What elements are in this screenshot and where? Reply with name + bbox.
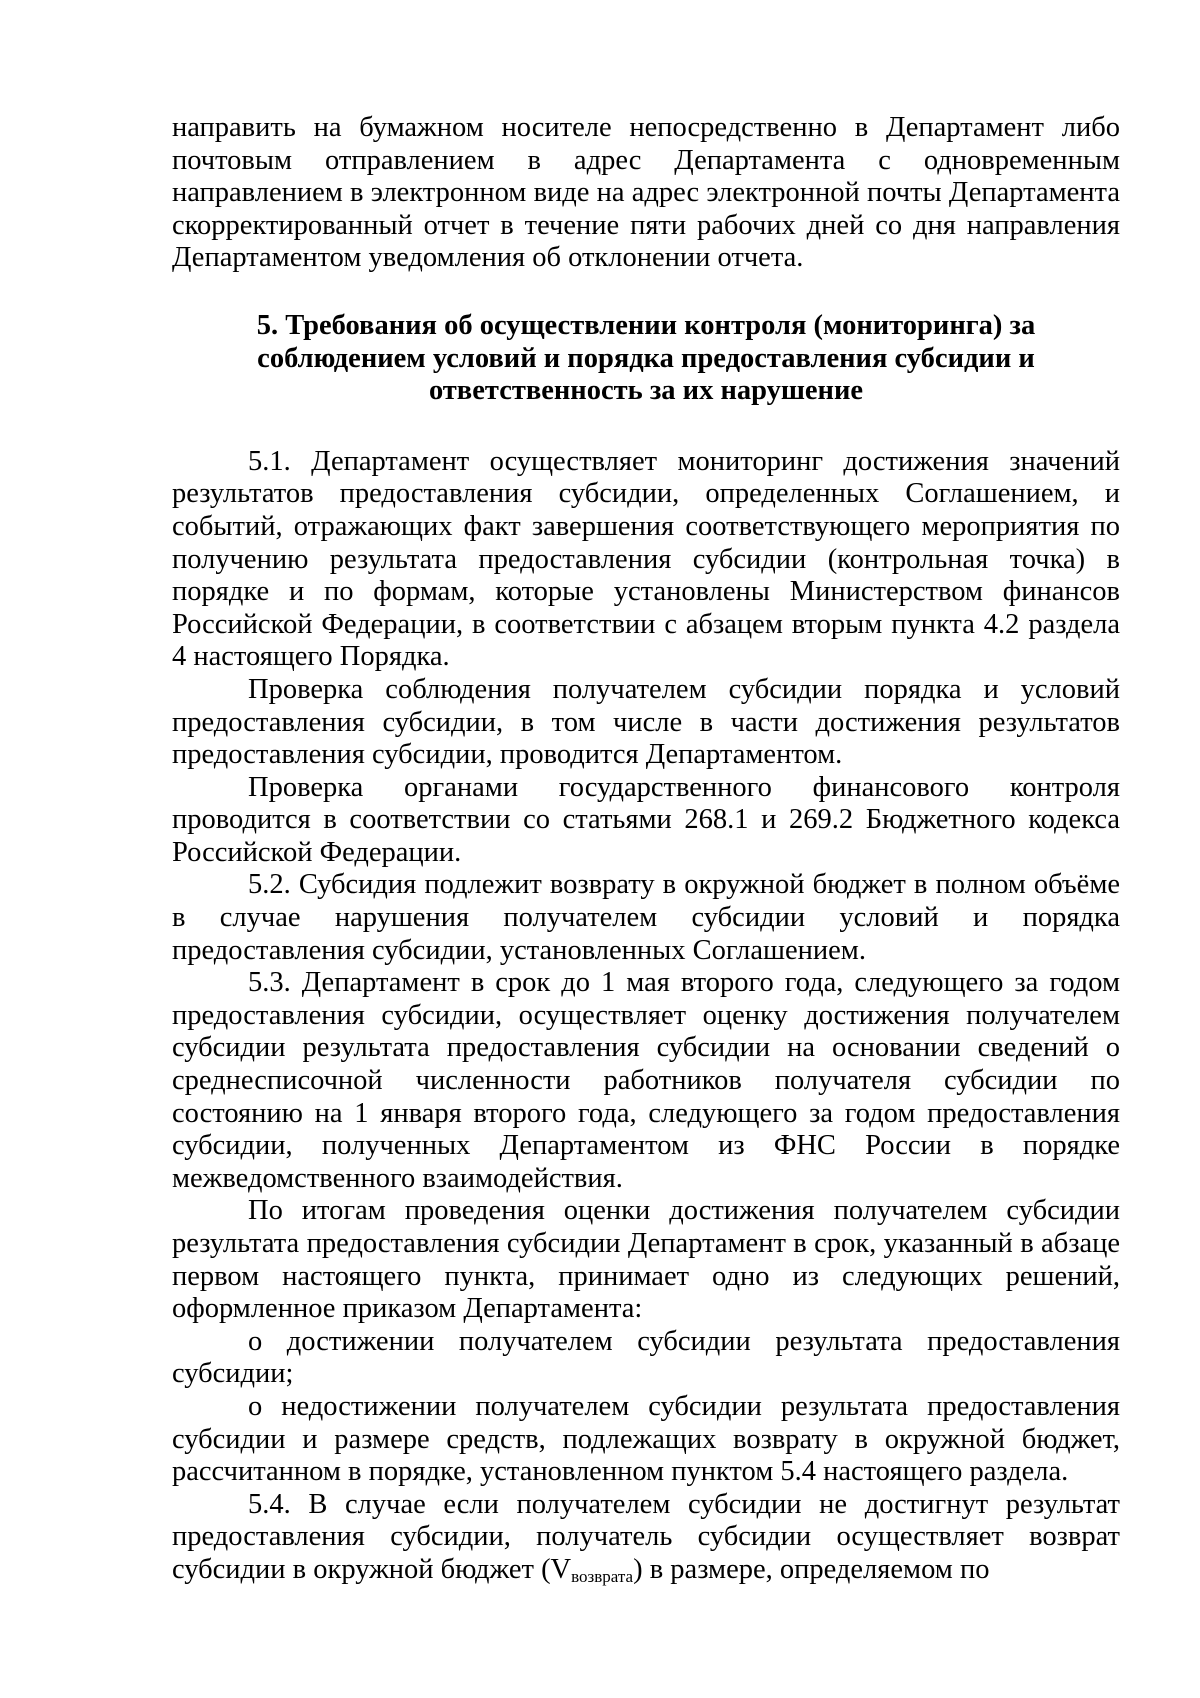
paragraph-5-4-text: 5.4. В случае если получателем субсидии не достигнут результат предоставления субсидии, получатель субсидии осуществляет возврат субсидии в окружной бюджет (V xyxy=(172,1488,1120,1585)
section-5-heading xyxy=(172,310,1120,408)
section-heading-line-2: соблюдением условий и порядка предоставления субсидии и xyxy=(257,342,1035,374)
section-heading-line-3: ответственность за их нарушение xyxy=(428,375,864,407)
intro-paragraph: направить на бумажном носителе непосредственно в Департамент либо почтовым отправлением в адрес Департамента с одновременным направлением в электронном виде на адрес электронной почты Департамента скорректированный отчет в течение пяти рабочих дней со дня направления Департаментом уведомления об отклонении отчета. xyxy=(172,112,1120,274)
paragraph-5-1: 5.1. Департамент осуществляет мониторинг достижения значений результатов предоставления субсидии, определенных Соглашением, и событий, отражающих факт завершения соответствующего мероприятия по получению результата предоставления субсидии (контрольная точка) в порядке и по формам, которые установлены Министерством финансов Российской Федерации, в соответствии с абзацем вторым пункта 4.2 раздела 4 настоящего Порядка. xyxy=(172,445,1120,673)
paragraph-evaluation-results: По итогам проведения оценки достижения получателем субсидии результата предоставления субсидии Департамент в срок, указанный в абзаце первом настоящего пункта, принимает одно из следующих решений, оформленное приказом Департамента: xyxy=(172,1195,1120,1325)
paragraph-check-financial-control: Проверка органами государственного финансового контроля проводится в соответствии со статьями 268.1 и 269.2 Бюджетного кодекса Российской Федерации. xyxy=(172,771,1120,868)
section-heading-line-1: 5. Требования об осуществлении контроля (мониторинга) за xyxy=(256,309,1036,341)
v-subscript: возврата xyxy=(571,1566,634,1586)
paragraph-5-3: 5.3. Департамент в срок до 1 мая второго года, следующего за годом предоставления субсидии, осуществляет оценку достижения получателем субсидии результата предоставления субсидии на основании сведений о среднесписочной численности работников получателя субсидии по состоянию на 1 января второго года, следующего за годом предоставления субсидии, полученных Департаментом из ФНС России в порядке межведомственного взаимодействия. xyxy=(172,967,1120,1194)
paragraph-5-4 xyxy=(172,1489,1120,1587)
document-page xyxy=(172,112,1120,1587)
paragraph-decision-achieved: о достижении получателем субсидии результата предоставления субсидии; xyxy=(172,1325,1120,1390)
paragraph-decision-not-achieved: о недостижении получателем субсидии результата предоставления субсидии и размере средств, подлежащих возврату в окружной бюджет, рассчитанном в порядке, установленном пунктом 5.4 настоящего раздела. xyxy=(172,1390,1120,1488)
paragraph-check-department: Проверка соблюдения получателем субсидии порядка и условий предоставления субсидии, в том числе в части достижения результатов предоставления субсидии, проводится Департаментом. xyxy=(172,673,1120,771)
paragraph-5-4-text-end: ) в размере, определяемом по xyxy=(633,1553,990,1585)
paragraph-5-2: 5.2. Субсидия подлежит возврату в окружной бюджет в полном объёме в случае нарушения получателем субсидии условий и порядка предоставления субсидии, установленных Соглашением. xyxy=(172,869,1120,966)
